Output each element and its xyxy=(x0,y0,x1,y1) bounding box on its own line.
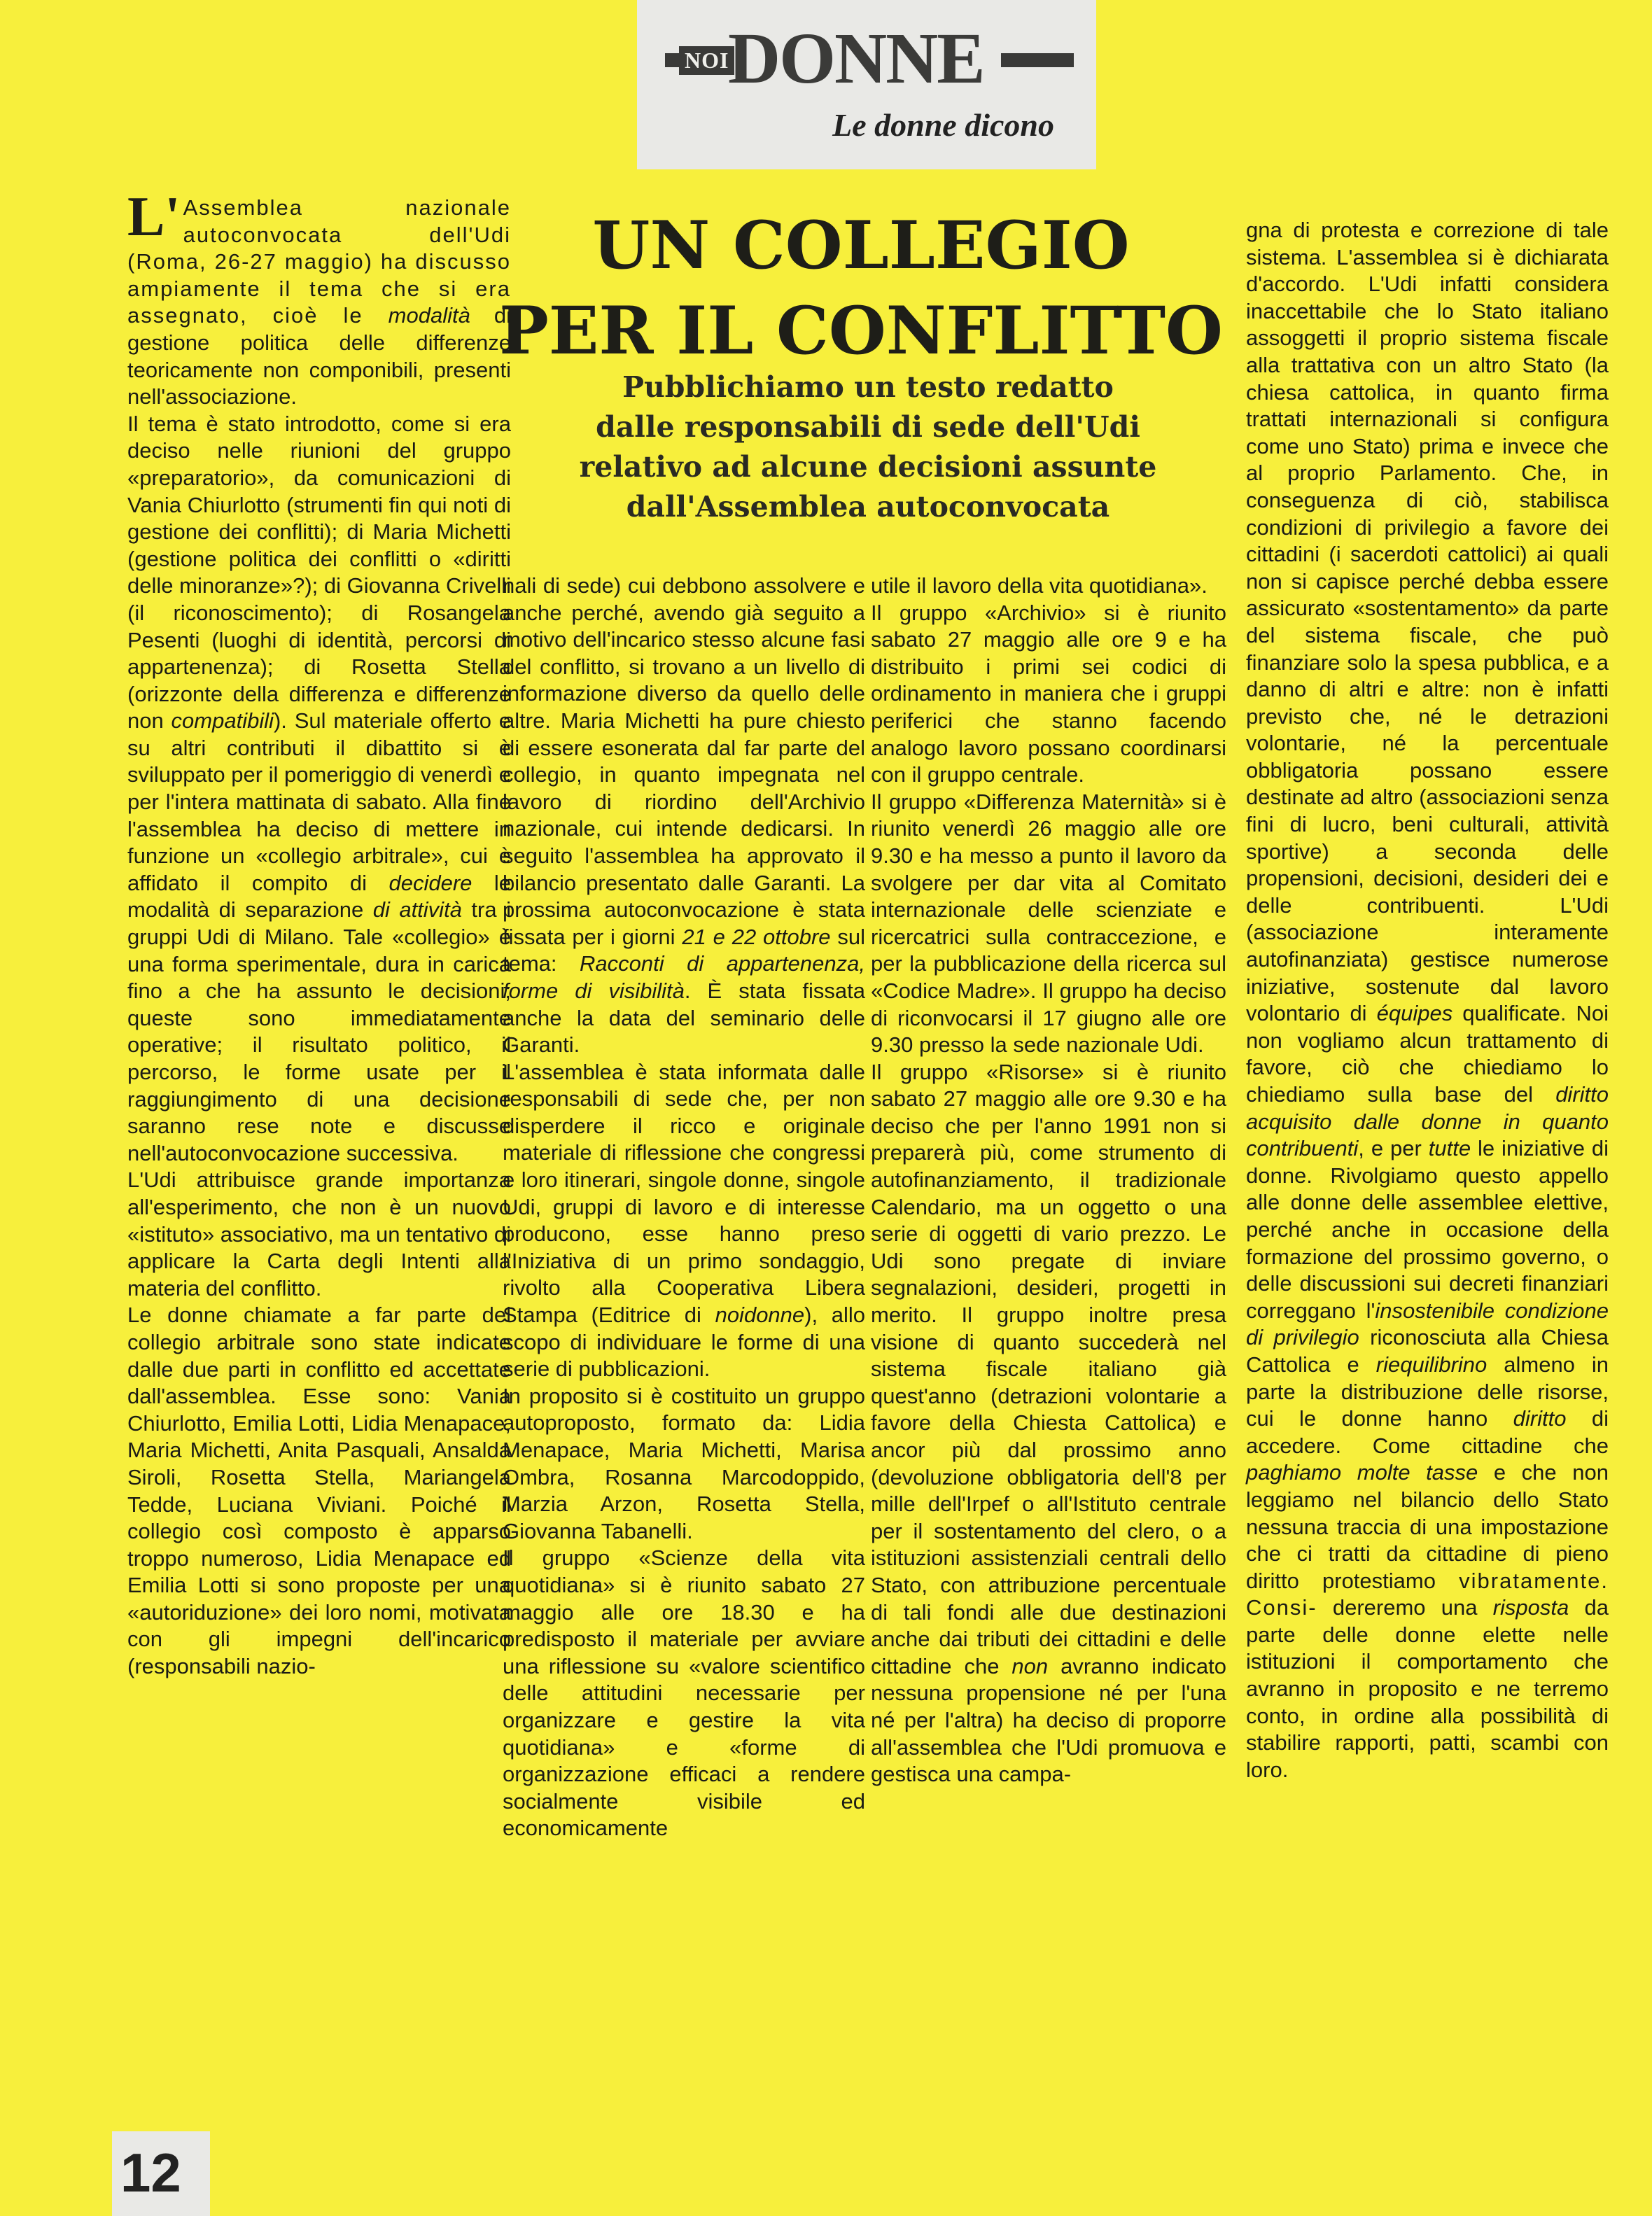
paragraph: Il gruppo «Differenza Maternità» si è riunito venerdì 26 maggio alle ore 9.30 e ha messo a punto il lavoro da svolgere per dar vita al Comitato internazionale delle scienziate e ricercatrici sulla contraccezione, e per la pubblicazione della ricerca sul «Codice Madre». Il gruppo ha deciso di riconvocarsi il 17 giugno alle ore 9.30 presso la sede nazionale Udi. xyxy=(871,789,1226,1058)
article-headline xyxy=(490,203,1232,374)
masthead-donne: DONNE xyxy=(728,18,984,99)
page-number-box xyxy=(112,2131,210,2216)
paragraph: Le donne chiamate a far parte del collegio arbitrale sono state indicate dalle due parti in conflitto ed accettate dall'assemblea. Esse sono: Vania Chiurlotto, Emilia Lotti, Lidia Menapace, Maria Michetti, Anita Pasquali, Ansalda Siroli, Rosetta Stella, Mariangela Tedde, Luciana Viviani. Poiché il collegio così composto è apparso troppo numeroso, Lidia Menapace ed Emilia Lotti si sono proposte per una «autoriduzione» dei loro nomi, motivata con gli impegni dell'incarico (responsabili nazio- xyxy=(127,1303,511,1679)
section-rubric: Le donne dicono xyxy=(832,107,1054,143)
headline-line-1: UN COLLEGIO xyxy=(592,207,1130,284)
paragraph: gna di protesta e correzione di tale sistema. L'assemblea si è dichiarata d'accordo. L'Udi infatti considera inaccettabile che lo Stato italiano assoggetti il proprio sistema fiscale alla trattativa con un altro Stato (la chiesa cattolica, in quanto firma trattati internazionali si configura come uno Stato) prima e invece che al proprio Parlamento. Che, in conseguenza di ciò, stabilisca condizioni di privilegio a favore dei cittadini (i sacerdoti cattolici) ai quali non si capisce perché debba essere assicurato «sostentamento» da parte del sistema fiscale, che può finanziare solo la spesa pubblica, e a danno di altri e altre: non è infatti previsto che, né le detrazioni volontarie, né la percentuale obbligatoria possano essere destinate ad altro (associazioni senza fini di lucro, beni culturali, attività sportive) a seconda delle propensioni, decisioni, desideri dei e delle contribuenti. L'Udi (associazione interamente autofinanziata) gestisce numerose iniziative, sostenute dal lavoro volontario di équipes qualificate. Noi non vogliamo alcun trattamento di favore, ciò che chiediamo lo chiediamo sulla base del diritto acquisito dalle donne in quanto contribuenti, e per tutte le iniziative di donne. Rivolgiamo questo appello alle donne delle assemblee elettive, perché anche in occasione della formazione del prossimo governo, o delle discussioni sui decreti finanziari correggano l'insostenibile condizione di privilegio riconosciuta alla Chiesa Cattolica e riequilibrino almeno in parte la distribuzione delle risorse, cui le donne hanno diritto di accedere. Come cittadine che paghiamo molte tasse e che non leggiamo nel bilancio dello Stato nessuna traccia di una impostazione che ci tratti da cittadine di pieno diritto protestiamo vibratamente. Consi- dereremo una risposta da parte delle donne elette nelle istituzioni il comportamento che avranno in proposito e ne terremo conto, in ordine alla possibilità di stabilire rapporti, patti, scambi con loro. xyxy=(1246,218,1609,1782)
paragraph: L' Assemblea nazionale autoconvocata dell'Udi (Roma, 26-27 maggio) ha discusso ampiamente il tema che si era assegnato, cioè le modalità di gestione politica delle differenze teoricamente non componibili, presenti nell'associazione. xyxy=(127,186,511,409)
paragraph: Il gruppo «Risorse» si è riunito sabato 27 maggio alle ore 9.30 e ha deciso che per l'anno 1991 non si preparerà più, come strumento di autofinanziamento, il tradizionale Calendario, ma un oggetto o una serie di oggetti di vario prezzo. Le Udi sono pregate di inviare segnalazioni, desideri, progetti in merito. Il gruppo inoltre presa visione di quanto succederà nel sistema fiscale italiano già quest'anno (detrazioni volontarie a favore della Chiesta Cattolica) e ancor più dal prossimo anno (devoluzione obbligatoria dell'8 per mille dell'Irpef o all'Istituto centrale per il sostentamento del clero, o a istituzioni assistenziali centrali dello Stato, con attribuzione percentuale di tali fondi alle due destinazioni anche dai tributi dei cittadini e delle cittadine che non avranno indicato nessuna propensione né per l'una né per l'altra) ha deciso di proporre all'assemblea che l'Udi promuova e gestisca una campa- xyxy=(871,1059,1227,1787)
masthead xyxy=(637,0,1096,169)
paragraph: In proposito si è costituito un gruppo autoproposto, formato da: Lidia Menapace, Maria Michetti, Marisa Ombra, Rosanna Marcodoppido, Marzia Arzon, Rosetta Stella, Giovanna Tabanelli. xyxy=(503,1383,865,1543)
subhead-line-2: dalle responsabili di sede dell'Udi xyxy=(596,410,1140,444)
paragraph: Il gruppo «Archivio» si è riunito sabato 27 maggio alle ore 9 e ha distribuito i primi sei codici di ordinamento in maniera che i gruppi periferici che stanno facendo analogo lavoro possano coordinarsi con il gruppo centrale. xyxy=(871,600,1226,787)
paragraph: utile il lavoro della vita quotidiana». xyxy=(871,573,1208,598)
paragraph: L'assemblea è stata informata dalle responsabili di sede che, per non disperdere il ricco e originale materiale di riflessione che congressi e loro itinerari, singole donne, singole Udi, gruppi di lavoro e di interesse producono, esse hanno preso l'Iniziativa di un primo sondaggio, rivolto alla Cooperativa Libera Stampa (Editrice di noidonne), allo scopo di individuare le forme di una serie di pubblicazioni. xyxy=(503,1059,865,1382)
paragraph: nali di sede) cui debbono assolvere e anche perché, avendo già seguito a motivo dell'incarico stesso alcune fasi del conflitto, si trovano a un livello di informazione diverso da quello delle altre. Maria Michetti ha pure chiesto di essere esonerata dal far parte del collegio, in quanto impegnata nel lavoro di riordino dell'Archivio nazionale, cui intende dedicarsi. In seguito l'assemblea ha approvato il bilancio presentato dalle Garanti. La prossima autoconvocazione è stata fissata per i giorni 21 e 22 ottobre sul tema: Racconti di appartenenza, forme di visibilità. È stata fissata anche la data del seminario delle Garanti. xyxy=(503,573,865,1058)
masthead-noi: NOI xyxy=(679,46,734,75)
page-number: 12 xyxy=(120,2142,181,2203)
paragraph: L'Udi attribuisce grande importanza all'esperimento, che non è un nuovo «istituto» associativo, ma un tentativo di applicare la Carta degli Intenti alla materia del conflitto. xyxy=(127,1167,511,1300)
subhead-line-1: Pubblichiamo un testo redatto xyxy=(622,370,1114,404)
text-column-2 xyxy=(503,573,865,1842)
text-column-4 xyxy=(1246,217,1609,1783)
masthead-logo xyxy=(637,18,1096,99)
subhead-line-3: relativo ad alcune decisioni assunte xyxy=(579,450,1157,484)
drop-cap: L' xyxy=(127,186,181,248)
subhead-line-4: dall'Assemblea autoconvocata xyxy=(626,490,1110,524)
headline-line-2: PER IL CONFLITTO xyxy=(499,293,1223,370)
article-subhead xyxy=(532,367,1204,527)
masthead-rule-right xyxy=(1001,53,1074,67)
paragraph: Il gruppo «Scienze della vita quotidiana» si è riunito sabato 27 maggio alle ore 18.30 e ha predisposto il materiale per avviare una riflessione su «valore scientifico delle attitudini necessarie per organizzare e gestire la vita quotidiana» e «forme di organizzazione efficaci a rendere socialmente visibile ed economicamente xyxy=(503,1545,865,1841)
text-column-3 xyxy=(871,573,1226,1788)
paragraph: Il tema è stato introdotto, come si era deciso nelle riunioni del gruppo «preparatorio», da comunicazioni di Vania Chiurlotto (strumenti fin qui noti di gestione dei conflitti); di Maria Michetti (gestione politica dei conflitti o «diritti delle minoranze»?); di Giovanna Crivelli (il riconoscimento); di Rosangela Pesenti (luoghi di identità, percorsi di appartenenza); di Rosetta Stella (orizzonte della differenza e differenze non compatibili). Sul materiale offerto e su altri contributi il dibattito si è sviluppato per il pomeriggio di venerdì e per l'intera mattinata di sabato. Alla fine l'assemblea ha deciso di mettere in funzione un «collegio arbitrale», cui è affidato il compito di decidere le modalità di separazione di attività tra i gruppi Udi di Milano. Tale «collegio» è una forma sperimentale, dura in carica fino a che ha assunto le decisioni; queste sono immediatamente operative; il risultato politico, il percorso, le forme usate per il raggiungimento di una decisione saranno rese note e discusse nell'autoconvocazione successiva. xyxy=(127,411,511,1165)
text-column-1 xyxy=(127,186,511,1681)
